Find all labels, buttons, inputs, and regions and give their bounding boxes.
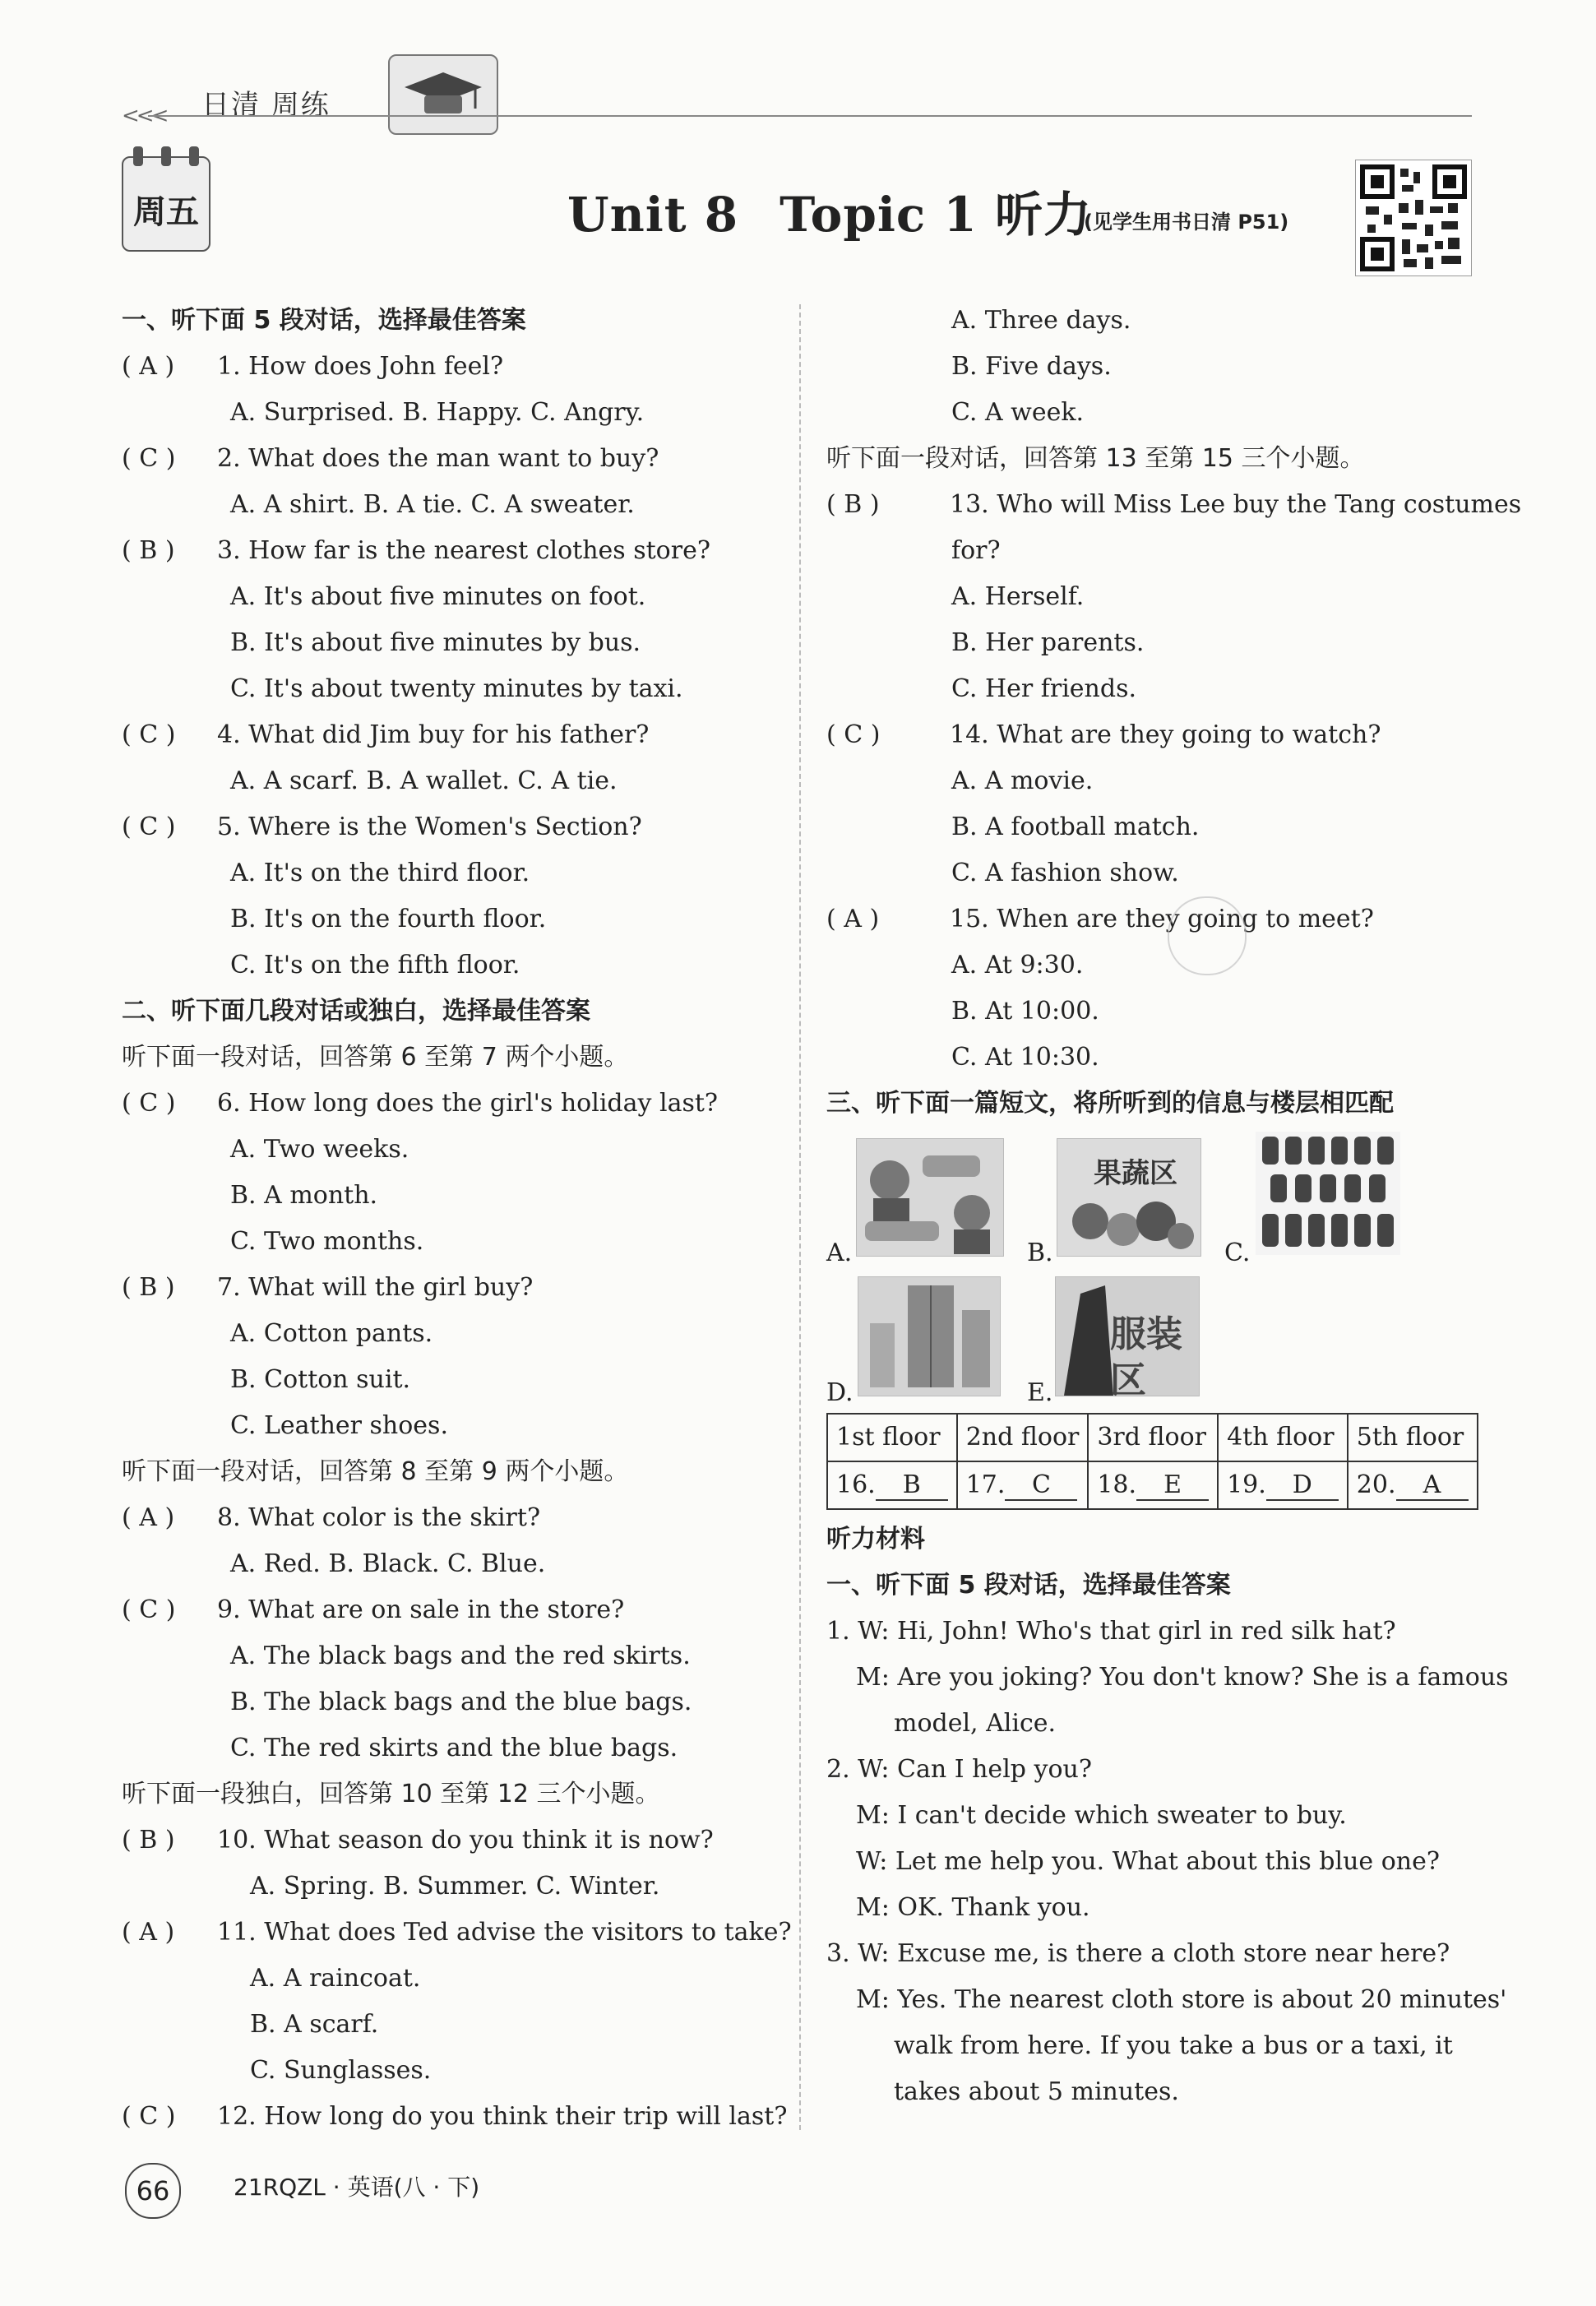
question-line [122, 804, 779, 850]
header-rule [148, 115, 1472, 117]
page-number: 66 [125, 2163, 181, 2219]
question-line [122, 1081, 779, 1127]
floor-header-row [827, 1414, 1478, 1461]
option-line: B. It's on the fourth floor. [230, 905, 547, 933]
option-line: C. Leather shoes. [230, 1411, 448, 1440]
answer-bracket[interactable]: ( B ) [826, 490, 880, 519]
script-line: walk from here. If you take a bus or a taxi, it [894, 2031, 1453, 2060]
answer-blank[interactable]: E [1136, 1471, 1209, 1501]
script-line: 2. W: Can I help you? [826, 1755, 1092, 1784]
column-divider [799, 304, 801, 2130]
question-text: 8. What color is the skirt? [217, 1503, 541, 1532]
option-line: C. A week. [951, 398, 1085, 427]
option-line: C. Two months. [230, 1227, 424, 1256]
floor-header: 5th floor [1348, 1414, 1478, 1461]
question-number: 20. [1356, 1470, 1396, 1499]
answer-bracket[interactable]: ( C ) [122, 813, 176, 841]
answer-bracket[interactable]: ( C ) [122, 1089, 176, 1118]
script-line: 1. W: Hi, John! Who's that girl in red silk hat? [826, 1617, 1396, 1646]
picture-label-b: B. [1027, 1239, 1053, 1267]
question-text: 3. How far is the nearest clothes store? [217, 536, 710, 565]
clothing-area-caption: 服装区 [1110, 1313, 1182, 1401]
right-questions [826, 298, 1522, 1127]
picture-label-c: C. [1224, 1239, 1251, 1267]
answer-bracket[interactable]: ( C ) [122, 720, 176, 749]
answer-bracket[interactable]: ( B ) [122, 536, 175, 565]
option-line: B. At 10:00. [951, 997, 1099, 1026]
answer-bracket[interactable]: ( C ) [826, 720, 881, 749]
question-text: 10. What season do you think it is now? [217, 1826, 714, 1855]
section-heading: 听力材料 [826, 1525, 925, 1554]
answer-blank[interactable]: B [876, 1471, 948, 1501]
picture-a-toys [856, 1138, 1004, 1257]
option-line: for? [951, 536, 1001, 565]
page-title [567, 176, 1092, 245]
option-line: C. The red skirts and the blue bags. [230, 1734, 678, 1762]
question-line [122, 1587, 779, 1633]
answer-bracket[interactable]: ( C ) [122, 1595, 176, 1624]
option-line: A. It's about five minutes on foot. [230, 582, 646, 611]
topic-label: Topic 1 听力 [779, 187, 1092, 243]
question-text: 7. What will the girl buy? [217, 1273, 534, 1302]
option-line: B. Cotton suit. [230, 1365, 411, 1394]
book-code: 21RQZL · 英语(八 · 下) [234, 2174, 480, 2201]
answer-bracket[interactable]: ( A ) [122, 352, 175, 381]
stamp-seal [1168, 896, 1247, 975]
question-line [122, 712, 779, 758]
option-line: B. A month. [230, 1181, 378, 1210]
picture-d-appliances [858, 1276, 1001, 1396]
option-line: C. Her friends. [951, 674, 1136, 703]
question-line [122, 1817, 779, 1864]
floor-table [826, 1413, 1478, 1510]
option-line: A. A shirt. B. A tie. C. A sweater. [230, 490, 635, 519]
script-line: M: Are you joking? You don't know? She is a famous [856, 1663, 1509, 1692]
picture-label-a: A. [826, 1239, 853, 1267]
option-line: A. A raincoat. [250, 1964, 421, 1993]
option-line: C. Sunglasses. [250, 2056, 432, 2085]
answer-bracket[interactable]: ( C ) [122, 444, 176, 473]
option-line: A. The black bags and the red skirts. [230, 1642, 691, 1670]
right-column [826, 298, 1522, 2115]
listening-script [826, 1516, 1509, 2115]
answer-bracket[interactable]: ( B ) [122, 1826, 175, 1855]
question-text: 9. What are on sale in the store? [217, 1595, 625, 1624]
option-line: C. It's on the fifth floor. [230, 951, 520, 979]
header-arrows: <<< [122, 104, 166, 128]
option-line: A. Herself. [951, 582, 1085, 611]
day-label: 周五 [133, 193, 199, 231]
answer-bracket[interactable]: ( B ) [122, 1273, 175, 1302]
section-heading: 一、听下面 5 段对话，选择最佳答案 [122, 306, 526, 335]
script-line: M: I can't decide which sweater to buy. [856, 1801, 1347, 1830]
picture-b-fruit-vegetables [1057, 1138, 1201, 1257]
floor-answer-cell [1348, 1461, 1478, 1509]
floor-answer-cell [1218, 1461, 1348, 1509]
floor-answer-row [827, 1461, 1478, 1509]
floor-pictures [826, 1132, 1484, 1407]
question-number: 19. [1227, 1470, 1266, 1499]
instruction-line: 听下面一段对话，回答第 13 至第 15 三个小题。 [826, 444, 1365, 473]
section-heading: 一、听下面 5 段对话，选择最佳答案 [826, 1571, 1231, 1600]
option-line: A. A scarf. B. A wallet. C. A tie. [230, 766, 618, 795]
question-text: 1. How does John feel? [217, 352, 504, 381]
question-text: 2. What does the man want to buy? [217, 444, 659, 473]
question-line [826, 896, 1484, 942]
script-line: model, Alice. [894, 1709, 1057, 1738]
question-text: 14. What are they going to watch? [950, 720, 1381, 749]
option-line: B. It's about five minutes by bus. [230, 628, 641, 657]
option-line: A. Cotton pants. [230, 1319, 433, 1348]
option-line: B. Five days. [951, 352, 1112, 381]
question-number: 18. [1097, 1470, 1137, 1499]
day-badge [122, 156, 210, 252]
question-text: 4. What did Jim buy for his father? [217, 720, 650, 749]
option-line: B. A football match. [951, 813, 1200, 841]
floor-header: 3rd floor [1088, 1414, 1218, 1461]
option-line: B. The black bags and the blue bags. [230, 1688, 692, 1716]
picture-c-gloves [1256, 1132, 1400, 1255]
option-line: A. Red. B. Black. C. Blue. [230, 1549, 546, 1578]
script-line: W: Let me help you. What about this blue one? [856, 1847, 1440, 1876]
script-line: M: OK. Thank you. [856, 1893, 1090, 1922]
answer-blank[interactable]: D [1266, 1471, 1339, 1501]
answer-bracket[interactable]: ( C ) [122, 2102, 176, 2131]
option-line: A. Surprised. B. Happy. C. Angry. [230, 398, 645, 427]
floor-header: 4th floor [1218, 1414, 1348, 1461]
option-line: C. At 10:30. [951, 1043, 1099, 1072]
script-line: takes about 5 minutes. [894, 2077, 1179, 2106]
answer-bracket[interactable]: ( A ) [122, 1503, 175, 1532]
instruction-line: 听下面一段对话，回答第 8 至第 9 两个小题。 [122, 1457, 629, 1486]
instruction-line: 听下面一段独白，回答第 10 至第 12 三个小题。 [122, 1780, 660, 1808]
option-line: C. It's about twenty minutes by taxi. [230, 674, 683, 703]
option-line: A. Spring. B. Summer. C. Winter. [250, 1872, 660, 1901]
question-number: 17. [965, 1470, 1006, 1499]
question-text: 6. How long does the girl's holiday last? [217, 1089, 719, 1118]
section-heading: 三、听下面一篇短文，将所听到的信息与楼层相匹配 [826, 1089, 1394, 1118]
option-line: C. A fashion show. [951, 859, 1179, 887]
series-title: 日清 周练 [201, 89, 331, 122]
picture-e-clothing [1055, 1276, 1200, 1401]
question-line [122, 1265, 779, 1311]
instruction-line: 听下面一段对话，回答第 6 至第 7 两个小题。 [122, 1043, 629, 1072]
question-line [826, 482, 1522, 528]
floor-header: 1st floor [827, 1414, 957, 1461]
script-line: 3. W: Excuse me, is there a cloth store near here? [826, 1939, 1450, 1968]
floor-answer-cell [1088, 1461, 1218, 1509]
question-text: 13. Who will Miss Lee buy the Tang costumes [950, 490, 1522, 519]
option-line: B. Her parents. [951, 628, 1145, 657]
question-line [122, 344, 779, 390]
option-line: A. Two weeks. [230, 1135, 409, 1164]
floor-answer-cell [827, 1461, 957, 1509]
floor-header: 2nd floor [957, 1414, 1089, 1461]
floor-answer-cell [957, 1461, 1089, 1509]
option-line: A. At 9:30. [951, 951, 1084, 979]
question-number: 16. [836, 1470, 876, 1499]
graduation-cap-icon [388, 54, 498, 135]
question-line [122, 436, 779, 482]
answer-blank[interactable]: C [1005, 1471, 1077, 1501]
question-line [122, 1910, 792, 1956]
option-line: B. A scarf. [250, 2010, 379, 2039]
option-line: A. A movie. [951, 766, 1094, 795]
question-line [122, 1495, 779, 1541]
question-line [122, 528, 779, 574]
left-column [122, 298, 792, 2140]
question-line [122, 2094, 788, 2140]
picture-label-e: E. [1027, 1378, 1053, 1407]
question-text: 12. How long do you think their trip will last? [217, 2102, 788, 2131]
question-text: 11. What does Ted advise the visitors to take? [217, 1918, 792, 1947]
question-text: 15. When are they going to meet? [950, 905, 1374, 933]
script-line: M: Yes. The nearest cloth store is about 20 minutes' [856, 1985, 1507, 2014]
qr-code-icon[interactable] [1355, 160, 1472, 276]
option-line: A. It's on the third floor. [230, 859, 530, 887]
question-text: 5. Where is the Women's Section? [217, 813, 642, 841]
picture-label-d: D. [826, 1378, 854, 1407]
option-line: A. Three days. [951, 306, 1131, 335]
answer-bracket[interactable]: ( A ) [122, 1918, 175, 1947]
answer-bracket[interactable]: ( A ) [826, 905, 880, 933]
fruit-area-caption: 果蔬区 [1094, 1157, 1177, 1190]
answer-blank[interactable]: A [1396, 1471, 1469, 1501]
unit-label: Unit 8 [567, 187, 739, 243]
section-heading: 二、听下面几段对话或独白，选择最佳答案 [122, 997, 590, 1026]
reference-note: (见学生用书日清 P51) [1084, 211, 1289, 234]
question-line [826, 712, 1484, 758]
